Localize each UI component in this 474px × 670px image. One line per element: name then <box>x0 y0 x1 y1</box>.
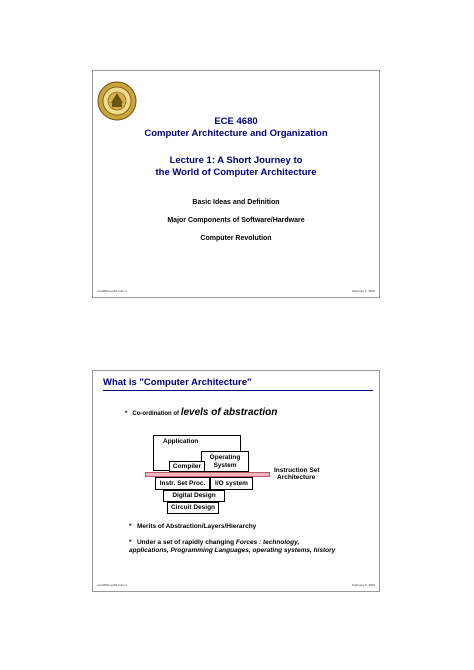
coordination-bullet <box>125 407 277 418</box>
slide-heading: What is "Computer Architecture" <box>103 377 252 388</box>
slide-2 <box>92 370 380 592</box>
slide-title <box>93 116 379 139</box>
digital-design-box <box>163 490 225 502</box>
topic-item: Computer Revolution <box>200 235 272 242</box>
subtitle-line-2: the World of Computer Architecture <box>155 166 317 178</box>
operating-system-label-2: System <box>213 462 237 469</box>
coordination-emphasis: levels of abstraction <box>180 407 278 418</box>
application-label: Application <box>163 438 199 445</box>
io-system-label: I/O system <box>215 480 248 487</box>
instruction-set-architecture-label <box>274 467 320 481</box>
heading-divider <box>103 390 373 391</box>
forces-emphasis: Forces : technology, <box>235 539 300 546</box>
footer-left: ece4680 Lec#1 Intro.2 <box>97 583 127 587</box>
bullet-marker: * <box>129 539 132 546</box>
subtitle-line-1: Lecture 1: A Short Journey to <box>169 155 303 166</box>
digital-design-label: Digital Design <box>172 492 216 499</box>
merits-bullet <box>129 523 256 530</box>
university-seal-icon <box>97 81 137 121</box>
operating-system-label-1: Operating <box>209 454 241 461</box>
instruction-set-processor-label: Instr. Set Proc. <box>159 480 206 487</box>
bullet-marker: * <box>125 411 128 417</box>
topic-item: Major Components of Software/Hardware <box>167 217 305 224</box>
footer-left: ece4680 Lec#1 Intro.1 <box>97 289 127 293</box>
forces-bullet <box>129 539 375 555</box>
instruction-set-processor-box <box>155 477 210 490</box>
slide-subtitle <box>93 155 379 178</box>
footer-right: February 6, 2002 <box>352 583 375 587</box>
compiler-label: Compiler <box>172 463 202 470</box>
operating-system-box <box>201 451 249 472</box>
compiler-box <box>169 461 205 472</box>
coordination-prefix: Co-ordination of <box>132 411 180 417</box>
title-line-1: ECE 4680 <box>214 116 258 127</box>
footer-right: February 6, 2002 <box>352 289 375 293</box>
io-system-box <box>210 477 253 490</box>
circuit-design-box <box>167 502 219 514</box>
slide-1 <box>92 70 380 298</box>
forces-line-2: applications, Programming Languages, operating systems, history <box>129 547 336 554</box>
forces-prefix: Under a set of rapidly changing <box>136 539 235 546</box>
isa-label-line-2: Architecture <box>277 474 316 481</box>
bullet-marker: * <box>129 523 132 530</box>
topic-item: Basic Ideas and Definition <box>192 199 280 206</box>
isa-label-line-1: Instruction Set <box>274 467 320 474</box>
title-line-2: Computer Architecture and Organization <box>144 127 328 139</box>
circuit-design-label: Circuit Design <box>170 504 216 511</box>
merits-text: Merits of Abstraction/Layers/Hierarchy <box>136 523 257 530</box>
